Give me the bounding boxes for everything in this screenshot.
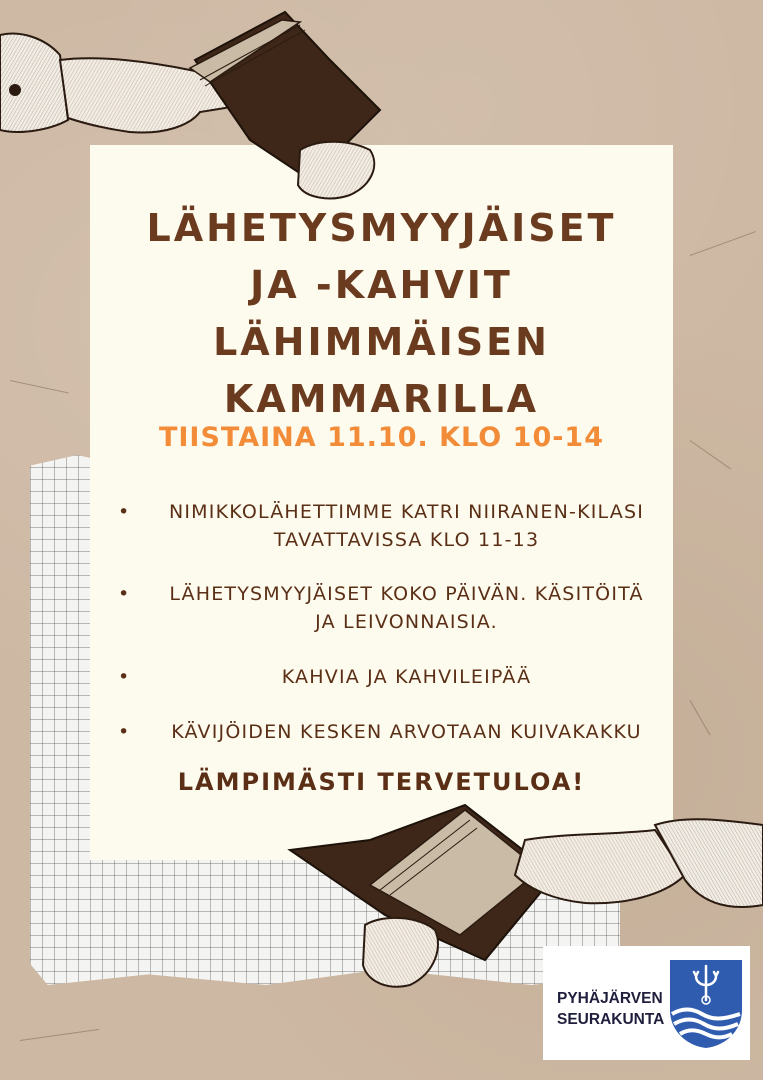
list-item-line: LÄHETYSMYYJÄISET KOKO PÄIVÄN. KÄSITÖITÄ [169,583,644,605]
list-item-text [140,663,673,691]
paper-fiber [10,380,69,393]
title-line: LÄHETYSMYYJÄISET [146,206,617,250]
list-item [118,718,673,746]
list-item-text [140,498,673,554]
bullet-marker: • [118,501,131,523]
closing-greeting: LÄMPIMÄSTI TERVETULOA! [177,768,586,796]
title-line: KAMMARILLA [223,377,540,421]
list-item [118,498,673,554]
list-item-line: KÄVIJÖIDEN KESKEN ARVOTAAN KUIVAKAKKU [171,721,642,743]
list-item [118,663,673,691]
paper-fiber [690,440,732,469]
list-item-line: TAVATTAVISSA KLO 11-13 [273,529,540,551]
list-item [118,580,673,636]
event-title [90,200,673,428]
parish-logo-text [557,988,664,1030]
title-line: LÄHIMMÄISEN [213,320,550,364]
parish-shield-icon [668,958,744,1050]
event-date: TIISTAINA 11.10. KLO 10-14 [158,422,605,453]
bullet-marker: • [118,721,131,743]
bullet-marker: • [118,666,131,688]
bullet-marker: • [118,583,131,605]
paper-fiber [690,231,756,256]
title-line: JA -KAHVIT [250,263,513,307]
list-item-text [140,718,673,746]
list-item-line: KAHVIA JA KAHVILEIPÄÄ [281,666,532,688]
hands-holding-book-top-illustration [0,0,390,215]
logo-line: SEURAKUNTA [557,1011,665,1028]
paper-fiber [690,700,711,735]
paper-fiber [20,1029,99,1041]
list-item-line: NIMIKKOLÄHETTIMME KATRI NIIRANEN-KILASI [168,501,645,523]
list-item-text [140,580,673,636]
list-item-line: JA LEIVONNAISIA. [315,611,498,633]
logo-line: PYHÄJÄRVEN [557,990,663,1007]
